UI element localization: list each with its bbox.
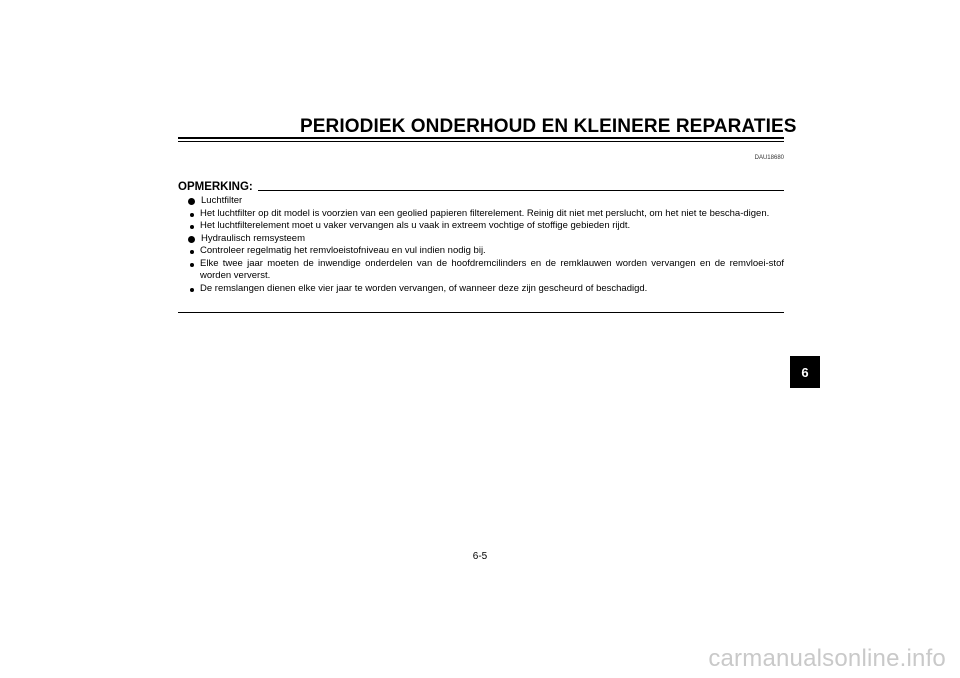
note-header xyxy=(178,179,784,193)
note-title: OPMERKING: xyxy=(178,181,253,193)
page-title: PERIODIEK ONDERHOUD EN KLEINERE REPARATIES xyxy=(300,116,797,137)
bullet-icon xyxy=(188,236,195,243)
sub-list-item xyxy=(188,283,784,296)
bullet-icon xyxy=(188,198,195,205)
sub-list-item-text: Elke twee jaar moeten de inwendige onderdelen van de hoofdremcilinders en de remklauwen worden vervangen en de remvloei-stof worden ververst. xyxy=(200,257,784,281)
sub-list-item xyxy=(188,220,784,233)
watermark: carmanualsonline.info xyxy=(708,645,946,672)
small-bullet-icon xyxy=(190,225,194,229)
chapter-tab: 6 xyxy=(790,356,820,388)
sub-list-item xyxy=(188,208,784,221)
note-title-rule xyxy=(258,190,784,191)
list-item-label: Luchtfilter xyxy=(201,195,243,206)
note-bottom-rule xyxy=(178,312,784,313)
header-rule-thick xyxy=(178,137,784,139)
sub-list xyxy=(188,245,784,295)
sub-list-item-text: Het luchtfilter op dit model is voorzien van een geolied papieren filterelement. Reinig dit niet met perslucht, om het niet te bescha-digen. xyxy=(200,207,770,219)
small-bullet-icon xyxy=(190,263,194,267)
reference-code: DAU18680 xyxy=(754,155,784,161)
note-body xyxy=(188,195,784,295)
small-bullet-icon xyxy=(190,250,194,254)
sub-list-item-text: Het luchtfilterelement moet u vaker vervangen als u vaak in extreem vochtige of stoffige gebieden rijdt. xyxy=(200,220,631,231)
sub-list xyxy=(188,208,784,233)
sub-list-item xyxy=(188,258,784,283)
sub-list-item xyxy=(188,245,784,258)
list-item xyxy=(188,195,784,208)
sub-list-item-text: De remslangen dienen elke vier jaar te worden vervangen, of wanneer deze zijn gescheurd of beschadigd. xyxy=(200,282,648,294)
sub-list-item-text: Controleer regelmatig het remvloeistofniveau en vul indien nodig bij. xyxy=(200,245,486,256)
small-bullet-icon xyxy=(190,213,194,217)
list-item-label: Hydraulisch remsysteem xyxy=(201,232,305,244)
small-bullet-icon xyxy=(190,288,194,292)
list-item xyxy=(188,233,784,246)
header-rule-thin xyxy=(178,141,784,142)
page-number: 6-5 xyxy=(472,551,488,562)
